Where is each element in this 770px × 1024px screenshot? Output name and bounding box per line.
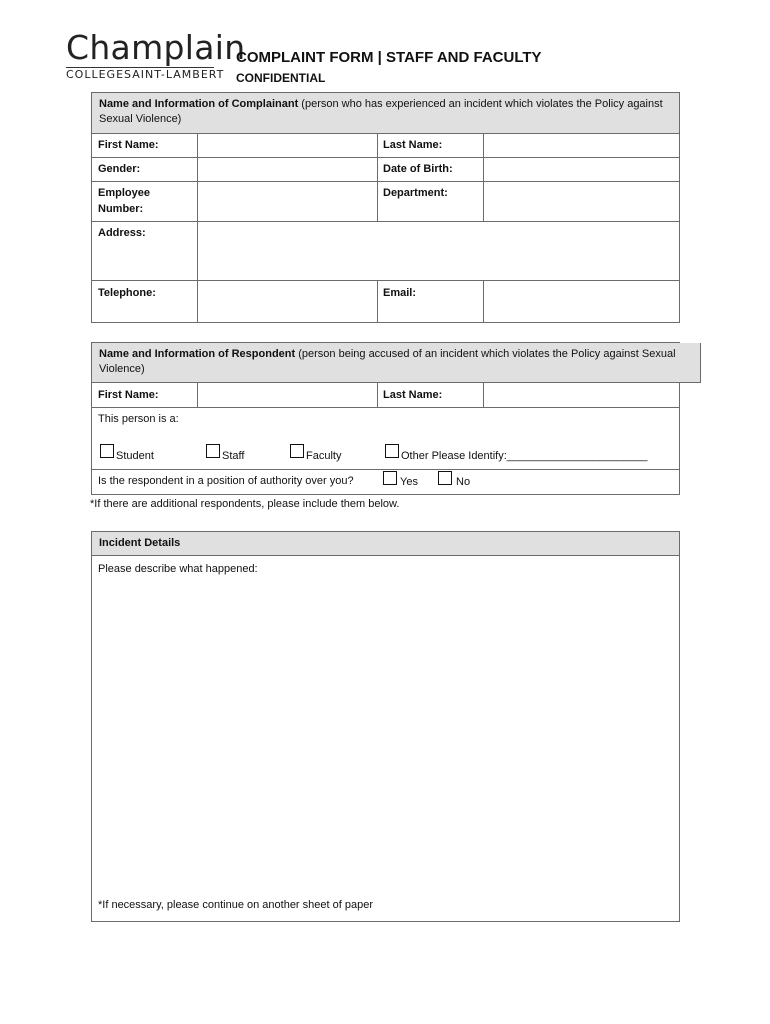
form-title: COMPLAINT FORM | STAFF AND FACULTY [236, 49, 542, 66]
complainant-employee-label-line2: Number: [98, 203, 144, 215]
incident-section [91, 531, 680, 922]
form-confidential-label: CONFIDENTIAL [236, 71, 326, 85]
complainant-last-name-label: Last Name: [383, 139, 443, 151]
complainant-employee-number-field[interactable] [198, 182, 377, 221]
complainant-gender-label: Gender: [98, 163, 141, 175]
authority-no-checkbox[interactable] [438, 471, 452, 485]
respondent-section-heading [92, 343, 701, 383]
complainant-section [91, 92, 680, 323]
complainant-heading-rest: (person who has experienced an incident which violates the Policy against Sexual Violence) [99, 98, 663, 125]
respondent-last-name-field[interactable] [484, 384, 679, 407]
authority-question: Is the respondent in a position of authority over you? [98, 475, 354, 487]
college-logo-subtitle: COLLEGESAINT-LAMBERT [66, 68, 225, 81]
respondent-first-name-label: First Name: [98, 389, 159, 401]
authority-yes-checkbox[interactable] [383, 471, 397, 485]
complainant-address-label: Address: [98, 227, 146, 239]
complainant-email-field[interactable] [484, 281, 679, 322]
complainant-telephone-field[interactable] [198, 281, 377, 322]
complainant-heading-bold: Name and Information of Complainant [99, 98, 299, 110]
other-checkbox[interactable] [385, 444, 399, 458]
complainant-dob-field[interactable] [484, 158, 679, 181]
additional-respondents-note: *If there are additional respondents, please include them below. [90, 498, 400, 510]
respondent-last-name-label: Last Name: [383, 389, 443, 401]
student-option-label: Student [116, 450, 154, 462]
incident-heading: Incident Details [99, 537, 181, 549]
respondent-heading-rest: (person being accused of an incident which violates the Policy against Sexual Violence) [99, 348, 676, 375]
student-checkbox[interactable] [100, 444, 114, 458]
respondent-first-name-field[interactable] [198, 384, 377, 407]
complainant-dob-label: Date of Birth: [383, 163, 453, 175]
complainant-last-name-field[interactable] [484, 134, 679, 157]
complainant-first-name-label: First Name: [98, 139, 159, 151]
complainant-section-heading [92, 93, 679, 134]
complainant-department-field[interactable] [484, 182, 679, 221]
complainant-first-name-field[interactable] [198, 134, 377, 157]
authority-no-label: No [456, 476, 471, 488]
complainant-email-label: Email: [383, 287, 417, 299]
continue-note: *If necessary, please continue on another sheet of paper [98, 899, 373, 911]
staff-option-label: Staff [222, 450, 245, 462]
other-option-label[interactable]: Other Please Identify:_______________________ [401, 450, 648, 462]
respondent-type-label: This person is a: [98, 413, 179, 425]
complainant-department-label: Department: [383, 187, 448, 199]
complainant-address-field[interactable] [198, 222, 679, 280]
complainant-telephone-label: Telephone: [98, 287, 156, 299]
complainant-employee-label-line1: Employee [98, 187, 150, 199]
authority-yes-label: Yes [400, 476, 418, 488]
incident-section-heading [92, 532, 679, 556]
respondent-heading-bold: Name and Information of Respondent [99, 348, 296, 360]
incident-prompt: Please describe what happened: [98, 563, 258, 575]
incident-description-field[interactable] [94, 580, 677, 890]
respondent-section [91, 342, 680, 495]
staff-checkbox[interactable] [206, 444, 220, 458]
complainant-gender-field[interactable] [198, 158, 377, 181]
college-logo: Champlain [66, 28, 246, 67]
faculty-checkbox[interactable] [290, 444, 304, 458]
faculty-option-label: Faculty [306, 450, 342, 462]
